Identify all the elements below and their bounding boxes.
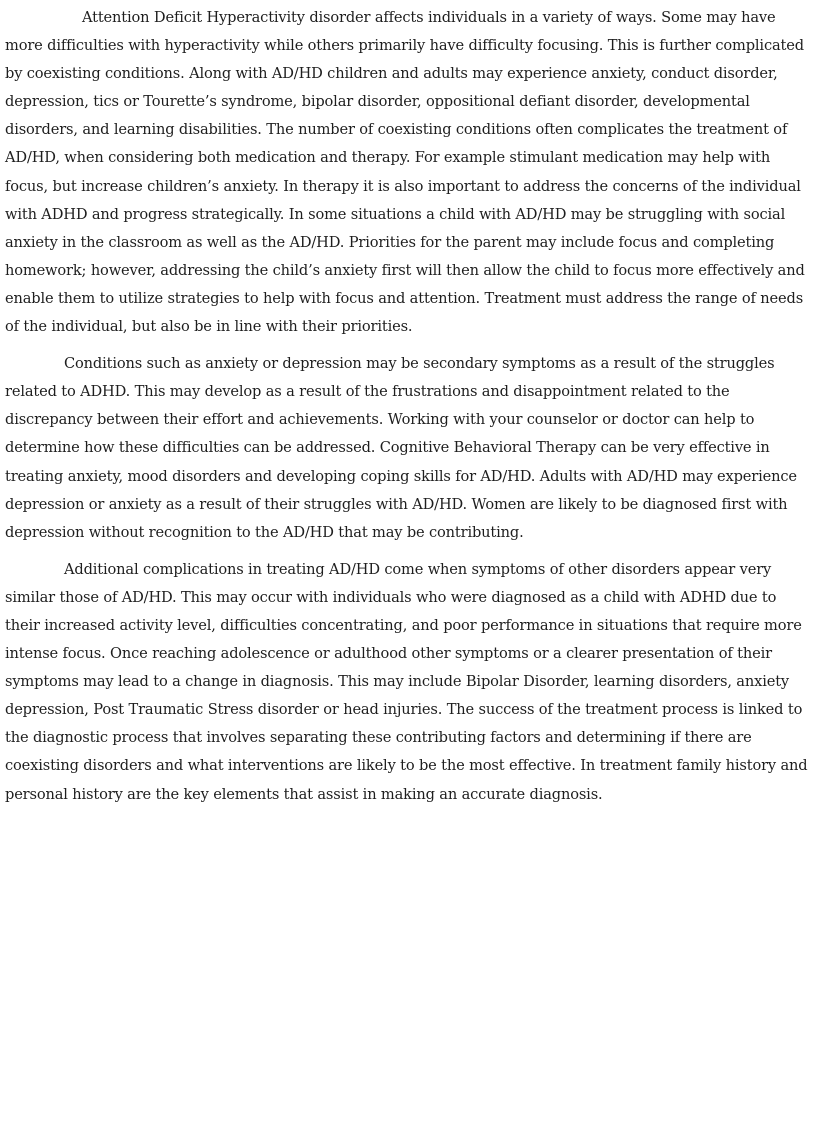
paragraph-2: Conditions such as anxiety or depression may be secondary symptoms as a result of the struggles related to ADHD. This may develop as a result of the frustrations and disappointment related to the discrepancy between their effort and achievements. Working with your counselor or doctor can help to determine how these difficulties can be addressed. Cognitive Behavioral Therapy can be very effective in treating anxiety, mood disorders and developing coping skills for AD/HD. Adults with AD/HD may experience depression or anxiety as a result of their struggles with AD/HD. Women are likely to be diagnosed first with depression without recognition to the AD/HD that may be contributing. bbox=[5, 355, 797, 541]
paragraph-3: Additional complications in treating AD/HD come when symptoms of other disorders appear very similar those of AD/HD. This may occur with individuals who were diagnosed as a child with ADHD due to their increased activity level, difficulties concentrating, and poor performance in situations that require more intense focus. Once reaching adolescence or adulthood other symptoms or a clearer presentation of their symptoms may lead to a change in diagnosis. This may include Bipolar Disorder, learning disorders, anxiety depression, Post Traumatic Stress disorder or head injuries. The success of the treatment process is linked to the diagnostic process that involves separating these contributing factors and determining if there are coexisting disorders and what interventions are likely to be the most effective. In treatment family history and personal history are the key elements that assist in making an accurate diagnosis. bbox=[5, 560, 808, 803]
paragraph-1: Attention Deficit Hyperactivity disorder affects individuals in a variety of ways. Some may have more difficulties with hyperactivity while others primarily have difficulty focusing. This is further complicated by coexisting conditions. Along with AD/HD children and adults may experience anxiety, conduct disorder, depression, tics or Tourette’s syndrome, bipolar disorder, oppositional defiant disorder, developmental disorders, and learning disabilities. The number of coexisting conditions often complicates the treatment of AD/HD, when considering both medication and therapy. For example stimulant medication may help with focus, but increase children’s anxiety. In therapy it is also important to address the concerns of the individual with ADHD and progress strategically. In some situations a child with AD/HD may be struggling with social anxiety in the classroom as well as the AD/HD. Priorities for the parent may include focus and completing homework; however, addressing the child’s anxiety first will then allow the child to focus more effectively and enable them to utilize strategies to help with focus and attention. Treatment must address the range of needs of the individual, but also be in line with their priorities. bbox=[5, 9, 805, 336]
document-body bbox=[5, 4, 811, 818]
